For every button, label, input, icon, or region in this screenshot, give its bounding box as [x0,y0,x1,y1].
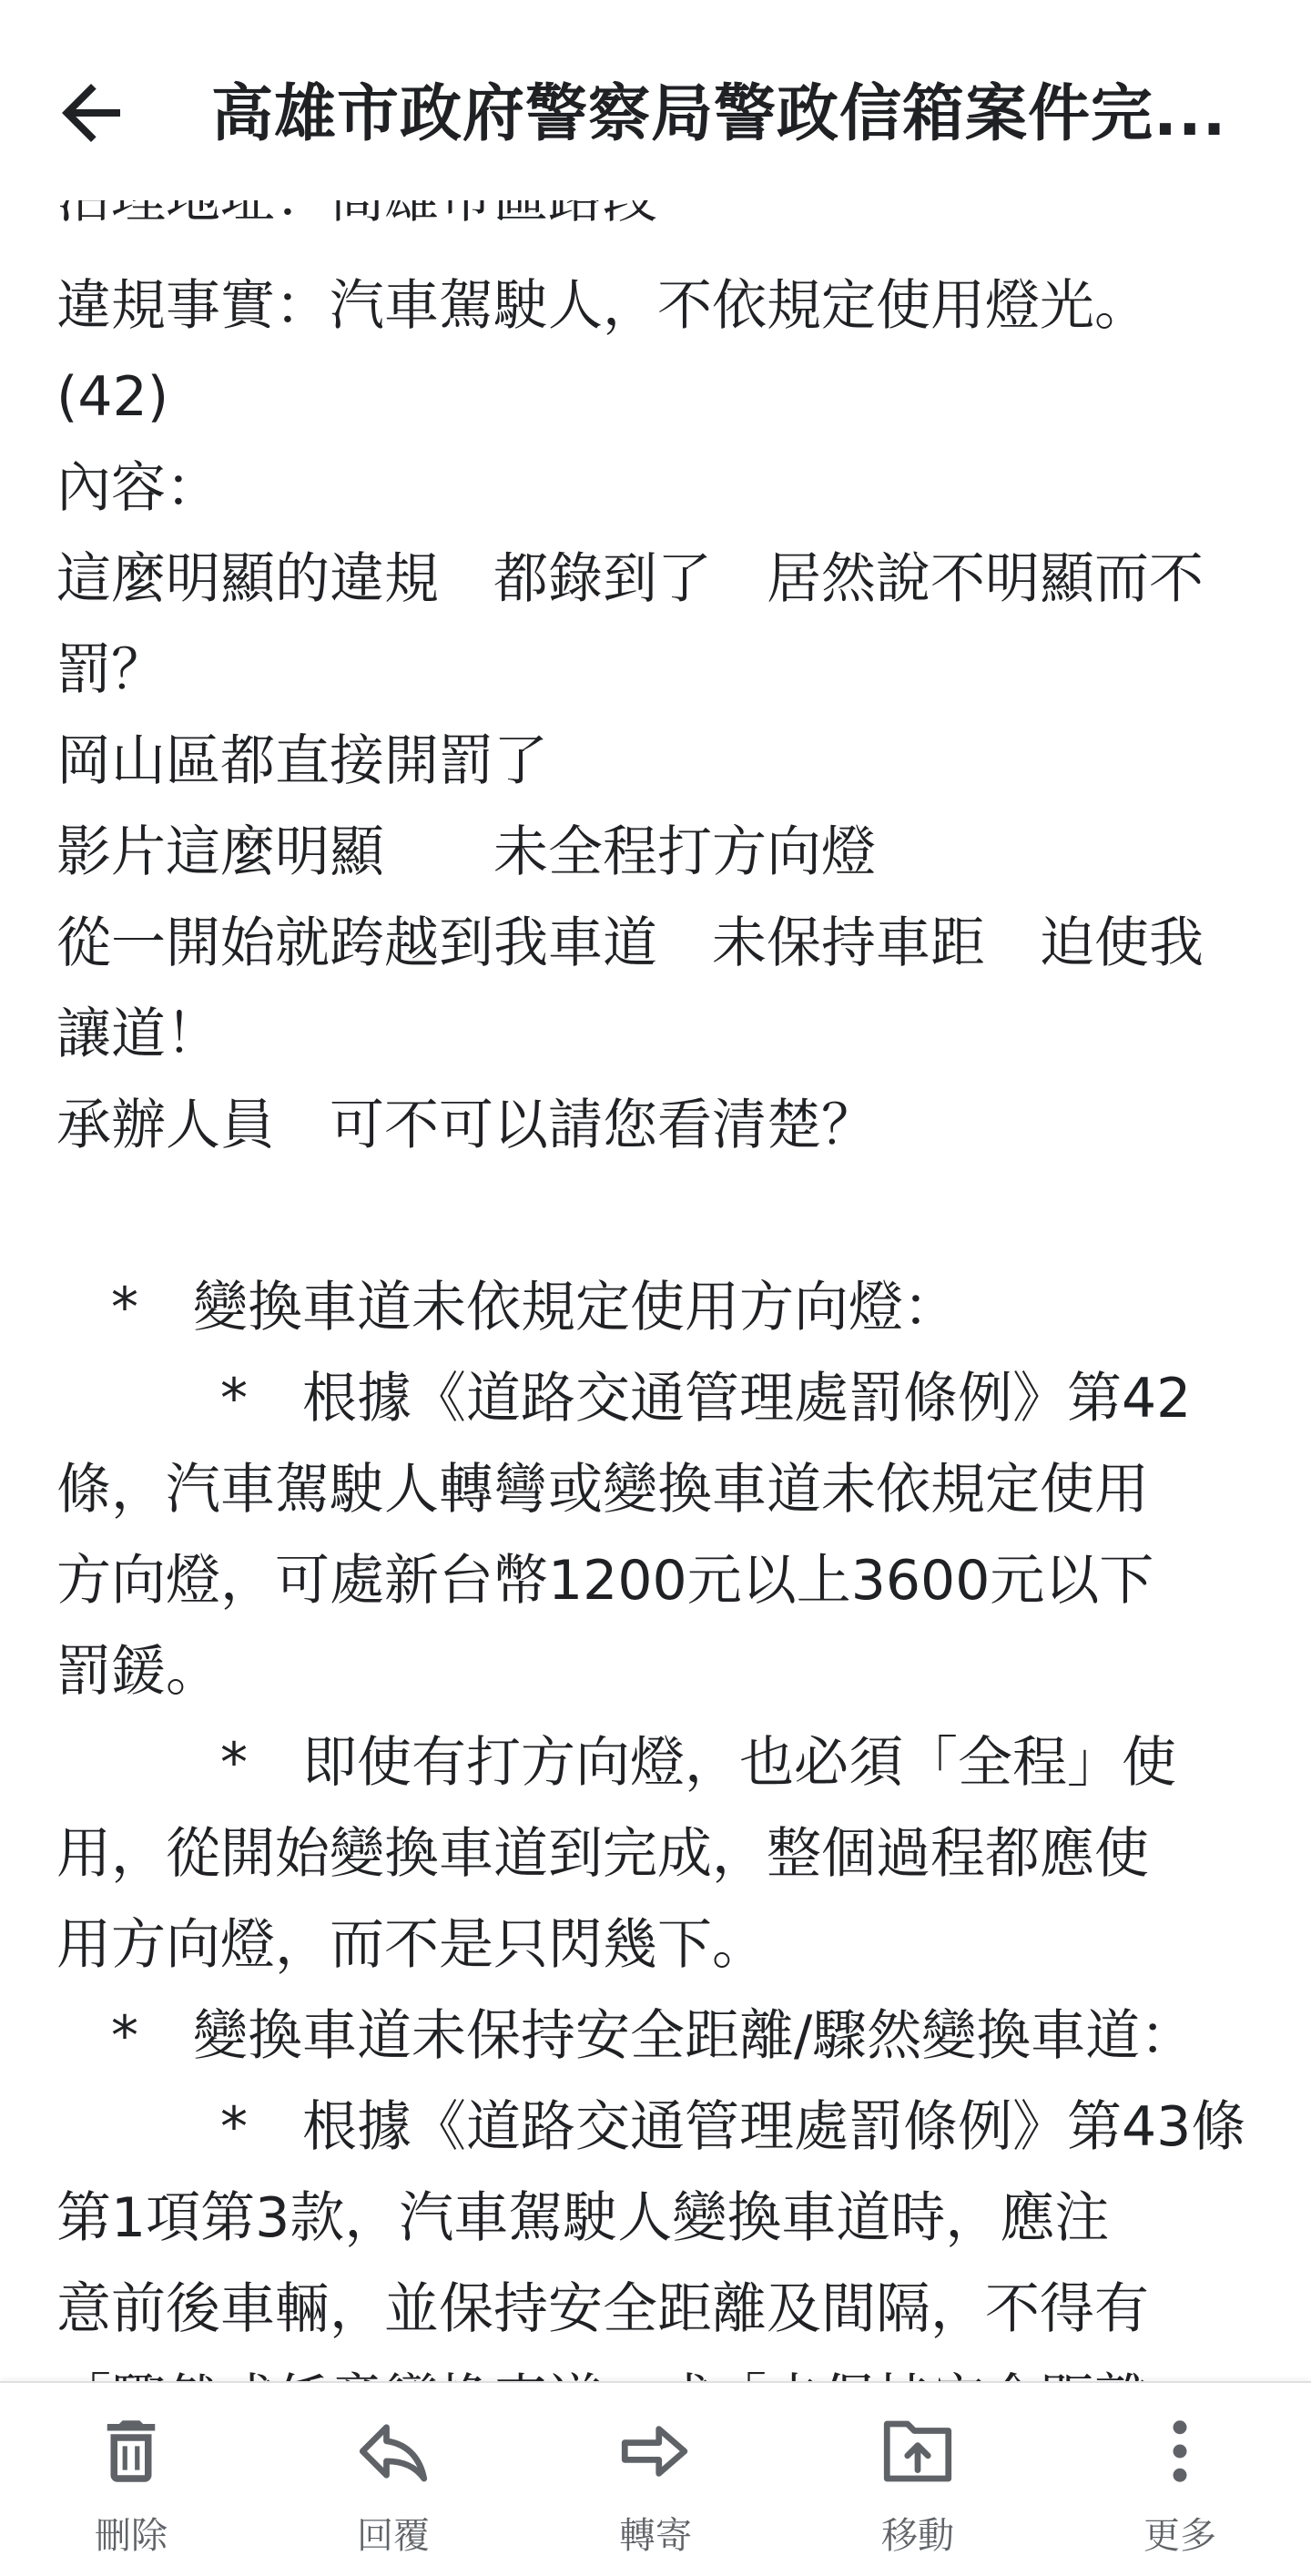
bottom-action-bar [0,2381,1311,2576]
reply-icon [352,2410,434,2492]
more-vertical-icon [1139,2410,1221,2492]
arrow-left-icon [47,69,135,157]
move-label: 移動 [881,2515,954,2557]
forward-button[interactable] [524,2383,787,2576]
move-button[interactable] [787,2383,1049,2576]
delete-label: 刪除 [95,2515,168,2557]
move-icon [877,2410,959,2492]
forward-label: 轉寄 [619,2515,692,2557]
back-button[interactable] [47,58,166,168]
page-title: 高雄市政府警察局警政信箱案件完... [211,78,1227,150]
reply-label: 回覆 [357,2515,430,2557]
message-content[interactable] [0,200,1311,2381]
message-body: 違規事實：汽車駕駛人，不依規定使用燈光。 (42) 內容： 這麼明顯的違規 都錄到了 居然說不明顯而不 罰？ 岡山區都直接開罰了 影片這麼明顯 未全程打方向燈 從一開始就跨越到我車道 未保持車距 迫使我 讓道！ 承辦人員 可不可以請您看清楚？ * 變換車道未依規定使用方向燈： * 根據《道路交通管理處罰條例》第42 條，汽車駕駛人轉彎或變換車道未依規定使用 方向燈，可處新台幣1200元以上3600元以下 罰鍰。 * 即使有打方向燈，也必須「全程」使 用，從開始變換車道到完成，整個過程都應使 用方向燈，而不是只閃幾下。 * 變換車道未保持安全距離/驟然變換車道： * 根據《道路交通管理處罰條例》第43條 第1項第3款，汽車駕駛人變換車道時，應注 意前後車輛，並保持安全距離及間隔，不得有 [56,274,1246,2341]
delete-button[interactable] [0,2383,262,2576]
more-label: 更多 [1143,2515,1216,2557]
more-button[interactable] [1049,2383,1311,2576]
forward-icon [615,2410,696,2492]
reply-button[interactable] [262,2383,524,2576]
app-bar [0,0,1311,200]
trash-icon [90,2410,172,2492]
